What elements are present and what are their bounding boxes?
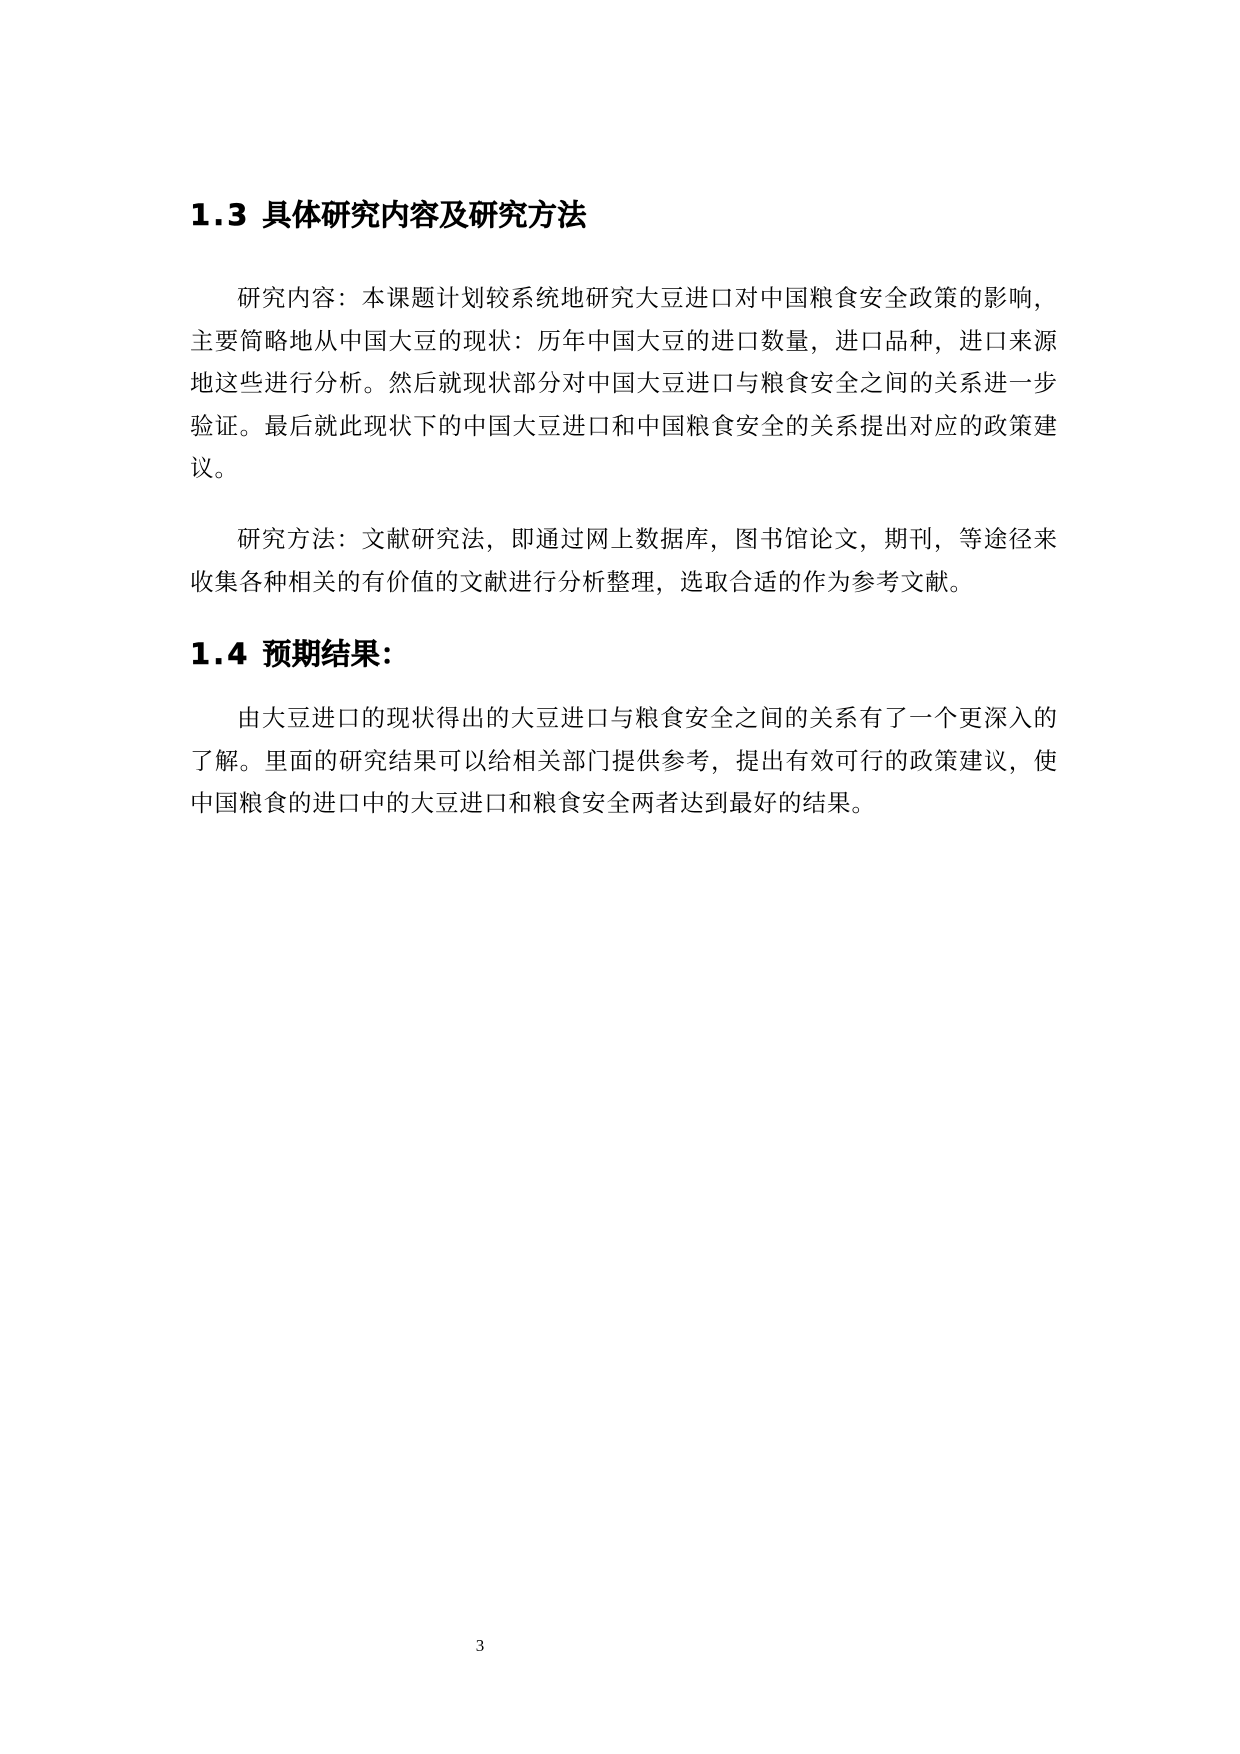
section-number: 1.3	[190, 198, 251, 232]
research-content-paragraph: 研究内容：本课题计划较系统地研究大豆进口对中国粮食安全政策的影响，主要简略地从中国大豆的现状：历年中国大豆的进口数量，进口品种，进口来源地这些进行分析。然后就现状部分对中国大豆进口与粮食安全之间的关系进一步验证。最后就此现状下的中国大豆进口和中国粮食安全的关系提出对应的政策建议。	[190, 284, 1058, 482]
section-heading-1-4	[190, 634, 410, 674]
section-number: 1.4	[190, 637, 251, 671]
section-heading-1-3	[190, 195, 587, 235]
expected-result-paragraph: 由大豆进口的现状得出的大豆进口与粮食安全之间的关系有了一个更深入的了解。里面的研究结果可以给相关部门提供参考，提出有效可行的政策建议，使中国粮食的进口中的大豆进口和粮食安全两者达到最好的结果。	[190, 704, 1058, 817]
page-number: 3	[475, 1636, 485, 1655]
section-title: 具体研究内容及研究方法	[262, 198, 587, 232]
section-title: 预期结果：	[262, 637, 410, 671]
research-method-paragraph: 研究方法：文献研究法，即通过网上数据库，图书馆论文，期刊，等途径来收集各种相关的有价值的文献进行分析整理，选取合适的作为参考文献。	[190, 525, 1058, 596]
